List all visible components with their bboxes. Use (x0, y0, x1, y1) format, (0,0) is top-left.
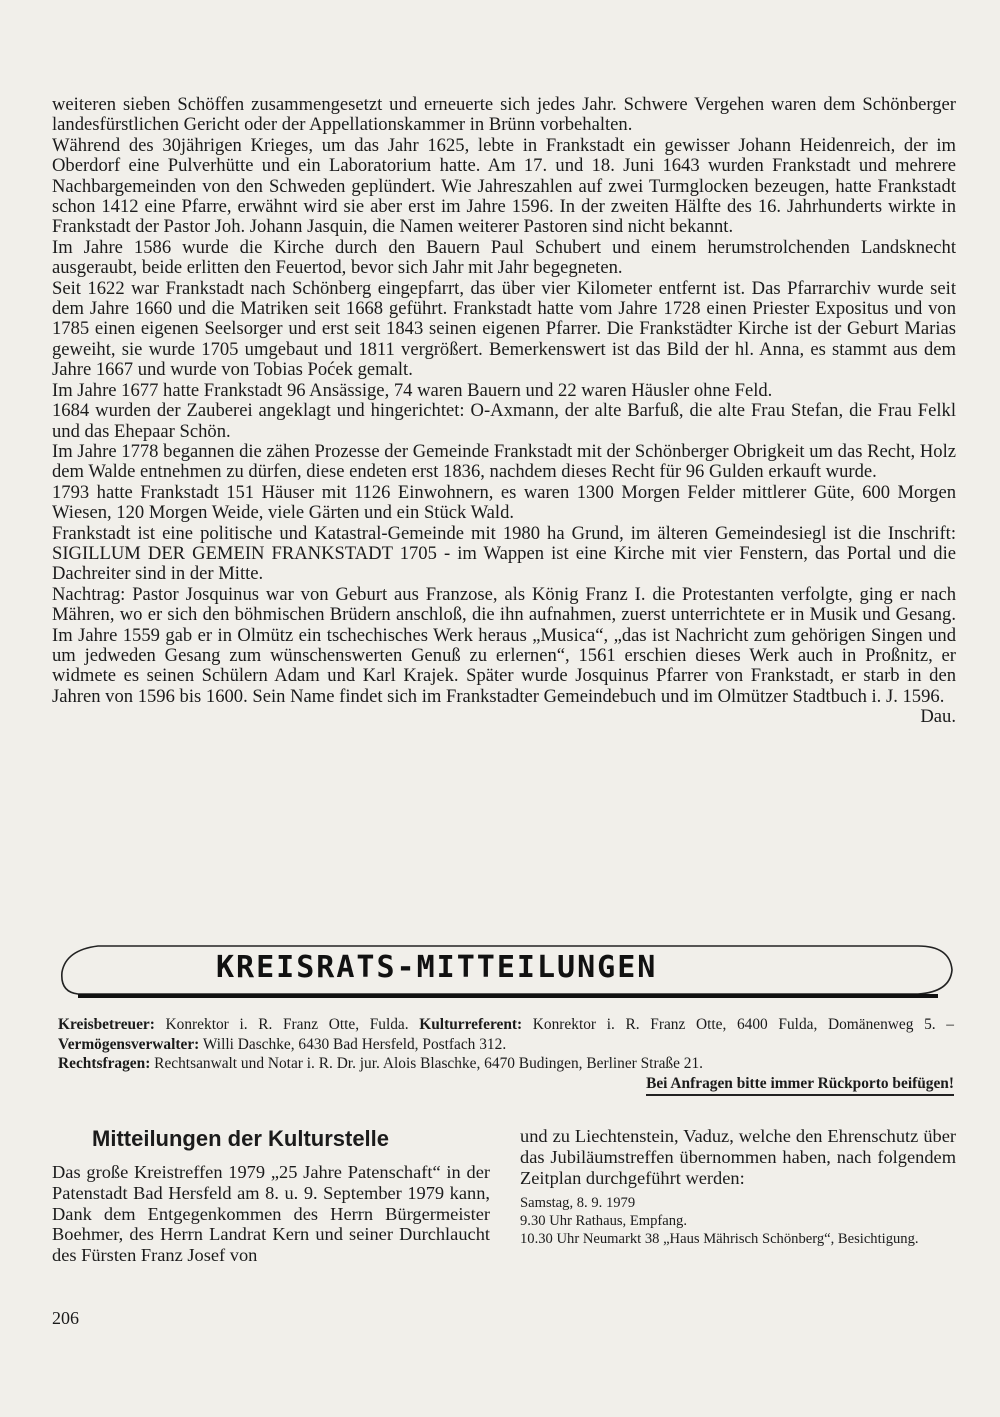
paragraph: Während des 30jährigen Krieges, um das Jahr 1625, lebte in Frankstadt ein gewisser Johann Heidenreich, der im Oberdorf eine Pulverhütte und ein Laboratorium hatte. Am 17. und 18. Juni 1643 wurden Frankstadt und mehrere Nachbargemeinden von den Schweden geplündert. Wie Jahreszahlen auf zwei Turmglocken bezeugen, hatte Frankstadt schon 1412 eine Pfarre, erwähnt wird sie aber erst im Jahre 1596. In der zweiten Hälfte des 16. Jahrhunderts wirkte in Frankstadt der Pastor Joh. Johann Jasquin, die Namen weiterer Pastoren sind nicht bekannt. (52, 134, 956, 238)
paragraph: Im Jahre 1778 begannen die zähen Prozesse der Gemeinde Frankstadt mit der Schönberger Obrigkeit um das Recht, Holz dem Walde entnehmen zu dürfen, diese endeten erst 1836, nachdem dieses Recht für 96 Gulden erkauft wurde. (52, 440, 956, 483)
kulturstelle-left-column (52, 1126, 490, 1266)
kulturstelle-right-column (520, 1126, 956, 1248)
postage-note: Bei Anfragen bitte immer Rückporto beifügen! (646, 1075, 954, 1096)
schedule-item: 10.30 Uhr Neumarkt 38 „Haus Mährisch Schönberg“, Besichtigung. (520, 1231, 919, 1248)
label: Kreisbetreuer: (58, 1016, 155, 1033)
paragraph: 1793 hatte Frankstadt 151 Häuser mit 1126 Einwohnern, es waren 1300 Morgen Felder mittlerer Güte, 600 Morgen Wiesen, 120 Morgen Weide, viele Gärten und ein Stück Wald. (52, 481, 956, 524)
paragraph-text: Nachtrag: Pastor Josquinus war von Geburt aus Franzose, als König Franz I. die Protestanten verfolgte, ging er nach Mähren, wo er sich den böhmischen Brüdern anschloß, die ihn aufnahmen, zuerst unterrichtete er in Musik und Gesang. Im Jahre 1559 gab er in Olmütz ein tschechisches Werk heraus „Musica“, „das ist Nachricht zum gehörigen Singen und um jedweden Gesang zum wünschenswerten Genuß zu erlernen“, 1561 erschien dieses Werk auch in Proßnitz, er widmete es seinen Schülern Adam und Karl Krajek. Später wurde Josquinus Pfarrer von Frankstadt, er starb in den Jahren von 1596 bis 1600. Sein Name findet sich im Frankstadter Gemeindebuch und im Olmützer Stadtbuch i. J. 1596. (52, 583, 956, 707)
paragraph: Frankstadt ist eine politische und Katastral-Gemeinde mit 1980 ha Grund, im älteren Gemeindesiegl ist die Inschrift: SIGILLUM DER GEMEIN FRANKSTADT 1705 - im Wappen ist eine Kirche mit vier Fenstern, das Portal und die Dachreiter sind in der Mitte. (52, 522, 956, 585)
schedule-item: 9.30 Uhr Rathaus, Empfang. (520, 1213, 687, 1230)
author-signature: Dau. (920, 706, 956, 728)
banner-title: KREISRATS-MITTEILUNGEN (216, 950, 658, 985)
paragraph (52, 583, 956, 728)
paragraph: Im Jahre 1677 hatte Frankstadt 96 Ansässige, 74 waren Bauern und 22 waren Häusler ohne Feld. (52, 379, 773, 401)
paragraph: Das große Kreistreffen 1979 „25 Jahre Patenschaft“ in der Patenstadt Bad Hersfeld am 8. u. 9. September 1979 kann, Dank dem Entgegenkommen des Herrn Bürgermeister Boehmer, des Herrn Landrat Kern und seiner Durchlaucht des Fürsten Franz Josef von (52, 1162, 490, 1266)
label: Vermögensverwalter: (58, 1035, 200, 1053)
value: Konrektor i. R. Franz Otte, Fulda. (154, 1016, 420, 1033)
paragraph: Im Jahre 1586 wurde die Kirche durch den Bauern Paul Schubert und einem herumstrolchenden Landsknecht ausgeraubt, beide erlitten den Feuertod, bevor sich Jahr mit Jahr begegneten. (52, 236, 956, 279)
section-heading: Mitteilungen der Kulturstelle (92, 1126, 390, 1151)
value: Willi Daschke, 6430 Bad Hersfeld, Postfach 312. (199, 1035, 507, 1053)
schedule-date: Samstag, 8. 9. 1979 (520, 1195, 636, 1212)
paragraph: 1684 wurden der Zauberei angeklagt und hingerichtet: O-Axmann, der alte Barfuß, die alte Frau Stefan, die Frau Felkl und das Ehepaar Schön. (52, 400, 956, 442)
value: Rechtsanwalt und Notar i. R. Dr. jur. Alois Blaschke, 6470 Budingen, Berliner Straße 21. (150, 1055, 704, 1073)
value: Konrektor i. R. Franz Otte, 6400 Fulda, Domänenweg 5. – (522, 1016, 955, 1033)
paragraph: Seit 1622 war Frankstadt nach Schönberg eingepfarrt, das über vier Kilometer entfernt ist. Das Pfarrarchiv wurde seit dem Jahre 1660 und die Matriken seit 1668 geführt. Frankstadt hatte vom Jahre 1728 einen Priester Expositus und von 1785 einen eigenen Seelsorger und erst seit 1843 seinen eigenen Pfarrer. Die Frankstädter Kirche ist der Geburt Marias geweiht, sie wurde 1705 umgebaut und 1811 vergrößert. Bemerkenswert ist das Bild der hl. Anna, es stammt aus dem Jahre 1667 und wurde von Tobias Poćek gemalt. (52, 277, 956, 381)
page-number: 206 (52, 1308, 79, 1328)
section-banner (58, 942, 956, 998)
paragraph: weiteren sieben Schöffen zusammengesetzt und erneuerte sich jedes Jahr. Schwere Vergehen waren dem Schönberger landesfürstlichen Gericht oder der Appellationskammer in Brünn vorbehalten. (52, 94, 956, 136)
kreis-contacts (58, 1015, 954, 1074)
paragraph: und zu Liechtenstein, Vaduz, welche den Ehrenschutz über das Jubiläumstreffen übernommen haben, nach folgendem Zeitplan durchgeführt werden: (520, 1126, 956, 1188)
article-text (52, 95, 956, 728)
label: Kulturreferent: (419, 1016, 523, 1033)
label: Rechtsfragen: (58, 1055, 151, 1073)
